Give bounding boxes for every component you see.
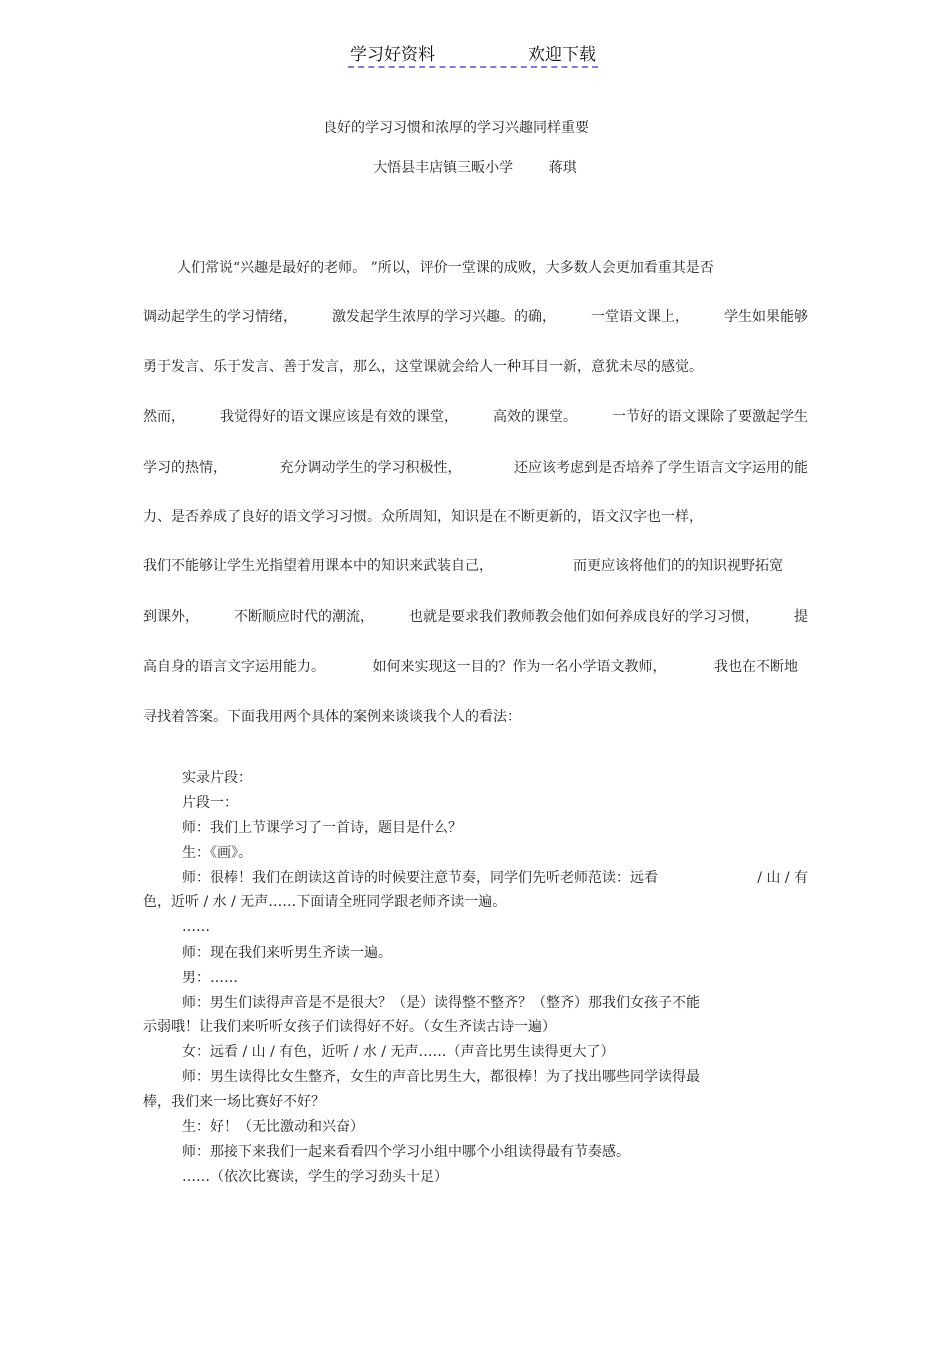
dialogue-line: …… [182, 919, 210, 935]
body-line: 力、是否养成了良好的语文学习习惯。众所周知，知识是在不断更新的，语文汉字也一样， [143, 509, 703, 525]
body-line: 寻找着答案。下面我用两个具体的案例来谈谈我个人的看法： [143, 709, 521, 725]
body-segment: 提 [794, 609, 808, 625]
dialogue-line: 师：现在我们来听男生齐读一遍。 [182, 945, 392, 961]
body-segment: 如何来实现这一目的？作为一名小学语文教师， [372, 659, 667, 675]
body-line [143, 556, 783, 576]
segment-heading: 片段一： [182, 795, 238, 811]
dialogue-line: 师：男生读得比女生整齐，女生的声音比男生大，都很棒！为了找出哪些同学读得最 [182, 1069, 700, 1085]
dialogue-line: 师：我们上节课学习了一首诗，题目是什么？ [182, 820, 462, 836]
body-line [143, 307, 808, 327]
page-header [348, 40, 598, 68]
body-line [143, 657, 798, 677]
transcript-heading: 实录片段： [182, 770, 252, 786]
body-line: 勇于发言、乐于发言、善于发言，那么，这堂课就会给人一种耳目一新，意犹未尽的感觉。 [143, 359, 703, 375]
body-segment: 高自身的语言文字运用能力。 [143, 659, 325, 675]
body-segment: 一堂语文课上， [591, 309, 689, 325]
dialogue-segment: / 山 / 有 [757, 870, 808, 886]
dialogue-line: 师：男生们读得声音是不是很大？（是）读得整不整齐？（整齐）那我们女孩子不能 [182, 995, 700, 1011]
body-segment: 也就是要求我们教师教会他们如何养成良好的学习习惯， [409, 609, 759, 625]
header-right-text: 欢迎下载 [528, 45, 596, 65]
body-segment: 还应该考虑到是否培养了学生语言文字运用的能 [514, 460, 808, 476]
body-line [143, 607, 808, 627]
body-segment: 调动起学生的学习情绪， [143, 309, 297, 325]
body-segment: 激发起学生浓厚的学习兴趣。的确， [332, 309, 556, 325]
body-segment: 我也在不断地 [714, 659, 798, 675]
header-left-text: 学习好资料 [350, 45, 435, 65]
dialogue-line [143, 868, 808, 888]
body-line [143, 407, 808, 427]
dialogue-line: 生：好！（无比激动和兴奋） [182, 1119, 364, 1135]
article-title: 良好的学习习惯和浓厚的学习兴趣同样重要 [323, 120, 589, 136]
body-segment: 到课外， [143, 609, 199, 625]
dialogue-segment: 师：很棒！我们在朗读这首诗的时候要注意节奏，同学们先听老师范读：远看 [182, 870, 658, 886]
body-segment: 充分调动学生的学习积极性， [279, 460, 462, 476]
dialogue-line: ……（依次比赛读，学生的学习劲头十足） [182, 1169, 448, 1185]
article-author: 大悟县丰店镇三畈小学 蒋琪 [373, 160, 577, 176]
dialogue-line: 女：远看 / 山 / 有色，近听 / 水 / 无声……（声音比男生读得更大了） [182, 1044, 615, 1060]
body-segment: 高效的课堂。 [493, 409, 577, 425]
dialogue-line: 棒，我们来一场比赛好不好？ [143, 1094, 325, 1110]
body-segment: 学习的热情， [143, 460, 227, 476]
body-segment: 不断顺应时代的潮流， [234, 609, 374, 625]
dialogue-line: 师：那接下来我们一起来看看四个学习小组中哪个小组读得最有节奏感。 [182, 1144, 630, 1160]
body-segment: 而更应该将他们的的知识视野拓宽 [573, 558, 783, 574]
body-segment: 一节好的语文课除了要激起学生 [612, 409, 808, 425]
body-segment: 我们不能够让学生光指望着用课本中的知识来武装自己， [143, 558, 493, 574]
dialogue-line: 示弱哦！让我们来听听女孩子们读得好不好。（女生齐读古诗一遍） [143, 1019, 556, 1035]
body-line [143, 458, 808, 478]
body-segment: 然而， [143, 409, 185, 425]
dialogue-line: 男：…… [182, 970, 238, 986]
body-segment: 我觉得好的语文课应该是有效的课堂， [220, 409, 458, 425]
dialogue-line: 生：《画》。 [182, 845, 252, 861]
body-segment: 学生如果能够 [724, 309, 808, 325]
body-line: 人们常说“兴趣是最好的老师。 ”所以，评价一堂课的成败，大多数人会更加看重其是否 [177, 260, 714, 276]
dialogue-line: 色，近听 / 水 / 无声……下面请全班同学跟老师齐读一遍。 [143, 894, 507, 910]
